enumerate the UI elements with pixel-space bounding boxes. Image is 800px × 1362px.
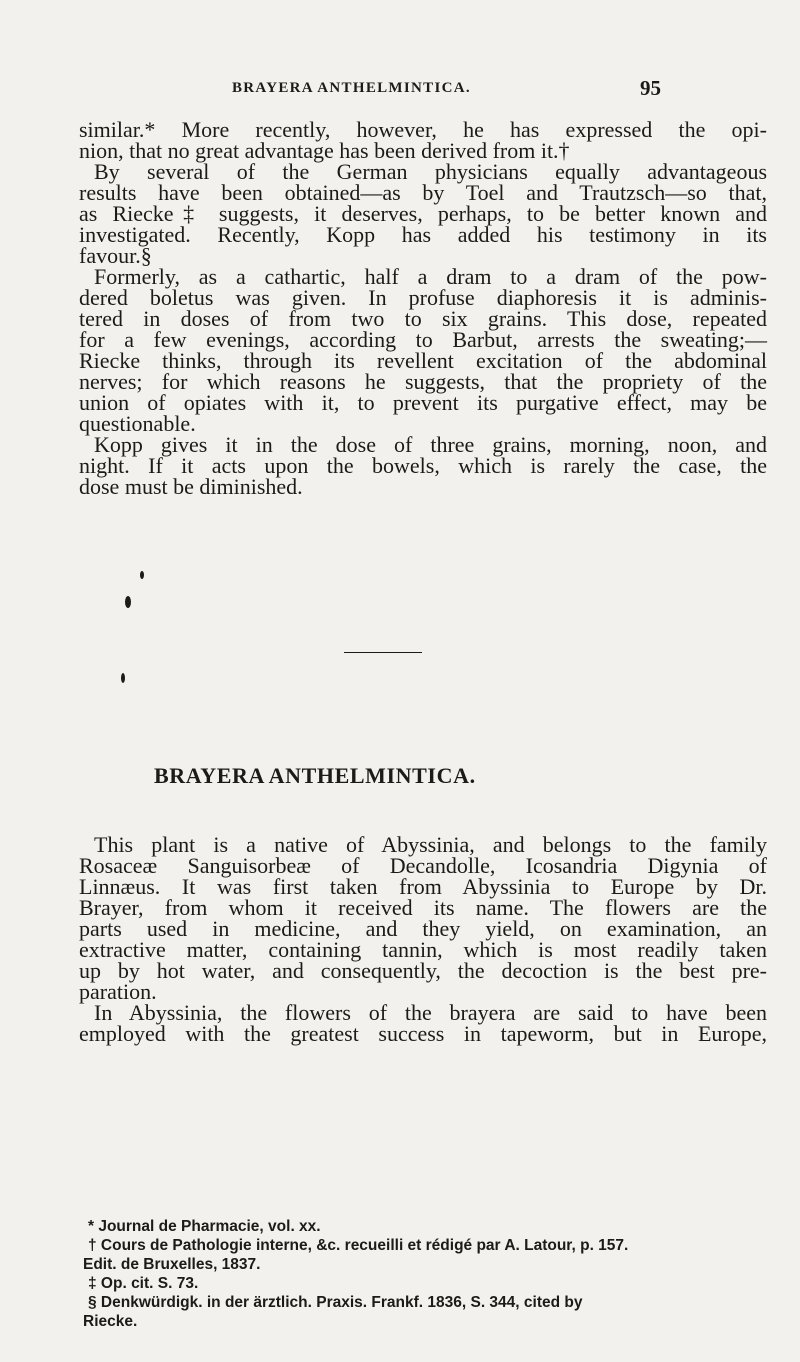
text-line: investigated. Recently, Kopp has added his testimony in its	[79, 222, 767, 247]
footnote: § Denkwürdigk. in der ärztlich. Praxis. Frankf. 1836, S. 344, cited by	[88, 1294, 583, 1311]
text-line: union of opiates with it, to prevent its purgative effect, may be	[79, 390, 767, 415]
text-line: Riecke thinks, through its revellent excitation of the abdominal	[79, 348, 767, 373]
text-line: tered in doses of from two to six grains. This dose, repeated	[79, 306, 767, 331]
text-line: dered boletus was given. In profuse diaphoresis it is adminis-	[79, 285, 767, 310]
text-line: dose must be diminished.	[79, 474, 303, 499]
text-line: employed with the greatest success in tapeworm, but in Europe,	[79, 1021, 767, 1046]
text-line: paration.	[79, 979, 157, 1004]
text-line: In Abyssinia, the flowers of the brayera are said to have been	[94, 1000, 767, 1025]
section-heading: BRAYERA ANTHELMINTICA.	[154, 763, 476, 788]
footnotes	[83, 1217, 767, 1331]
ink-speck	[140, 571, 144, 579]
text-line: Formerly, as a cathartic, half a dram to a dram of the pow-	[94, 264, 767, 289]
text-line: up by hot water, and consequently, the decoction is the best pre-	[79, 958, 767, 983]
text-line: By several of the German physicians equally advantageous	[94, 159, 767, 184]
ink-speck	[125, 596, 131, 608]
text-line: parts used in medicine, and they yield, on examination, an	[79, 916, 767, 941]
footnote: * Journal de Pharmacie, vol. xx.	[88, 1218, 321, 1235]
text-line: extractive matter, containing tannin, which is most readily taken	[79, 937, 767, 962]
footnote: † Cours de Pathologie interne, &c. recueilli et rédigé par A. Latour, p. 157.	[88, 1237, 629, 1254]
text-line: results have been obtained—as by Toel and Trautzsch—so that,	[79, 180, 767, 205]
text-line: nerves; for which reasons he suggests, that the propriety of the	[79, 369, 767, 394]
top-paragraphs	[79, 119, 767, 497]
text-line: similar.* More recently, however, he has expressed the opi-	[79, 117, 767, 142]
ink-speck	[121, 673, 125, 683]
text-line: Kopp gives it in the dose of three grains, morning, noon, and	[94, 432, 767, 457]
text-line: as Riecke‡ suggests, it deserves, perhaps, to be better known and	[79, 201, 767, 226]
text-line: Rosaceæ Sanguisorbeæ of Decandolle, Icosandria Digynia of	[79, 853, 767, 878]
footnote: Riecke.	[83, 1313, 138, 1330]
page-number: 95	[640, 76, 661, 100]
footnote: Edit. de Bruxelles, 1837.	[83, 1256, 261, 1273]
text-line: Linnæus. It was first taken from Abyssinia to Europe by Dr.	[79, 874, 767, 899]
footnote: ‡ Op. cit. S. 73.	[88, 1275, 199, 1292]
running-head: BRAYERA ANTHELMINTICA.	[232, 80, 471, 96]
text-line: nion, that no great advantage has been derived from it.†	[79, 138, 570, 163]
text-line: favour.§	[79, 243, 152, 268]
text-line: for a few evenings, according to Barbut, arrests the sweating;—	[79, 327, 767, 352]
text-line: night. If it acts upon the bowels, which is rarely the case, the	[79, 453, 767, 478]
text-line: Brayer, from whom it received its name. The flowers are the	[79, 895, 767, 920]
text-line: This plant is a native of Abyssinia, and belongs to the family	[94, 832, 767, 857]
text-line: questionable.	[79, 411, 196, 436]
body-paragraphs	[79, 834, 767, 1044]
section-divider	[344, 652, 422, 653]
